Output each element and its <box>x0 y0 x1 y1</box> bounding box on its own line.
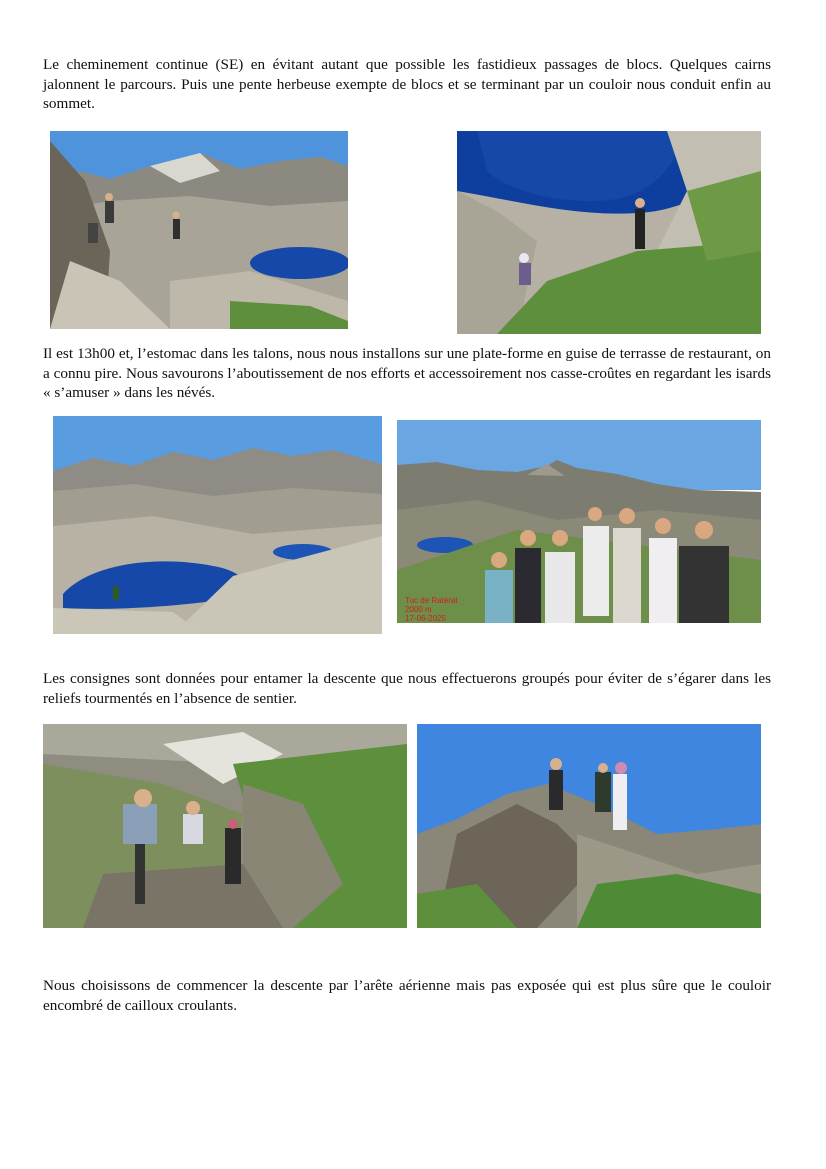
photo-lakes-panorama <box>53 416 382 634</box>
paragraph-ascent: Le cheminement continue (SE) en évitant autant que possible les fastidieux passages de blocs. Quelques cairns jalonnent le parcours. Puis une pente herbeuse exempte de blocs et se terminant par un couloir nous conduit enfin au sommet. <box>43 56 771 112</box>
photo-hikers-lake-view <box>50 131 348 329</box>
photo-descent-ridge <box>43 724 407 928</box>
paragraph-descent-instructions: Les consignes sont données pour entamer la descente que nous effectuerons groupés pour éviter de s’égarer dans les reliefs tourmentés en l’absence de sentier. <box>43 670 771 707</box>
paragraph-lunch: Il est 13h00 et, l’estomac dans les talons, nous nous installons sur une plate-forme en guise de terrasse de restaurant, on a connu pire. Nous savourons l’aboutissement de nos efforts et accessoirement nos casse-croûtes en regardant les isards « s’amuser » dans les névés. <box>43 345 771 401</box>
photo-ridge-crest-hikers <box>417 724 761 928</box>
photo-climbers-above-lake <box>457 131 761 334</box>
photo-date-stamp: Tuc de Ratérat 2000 m 17-06-2025 <box>405 596 458 623</box>
photo-group-summit <box>397 420 761 623</box>
paragraph-ridge-choice: Nous choisissons de commencer la descente par l’arête aérienne mais pas exposée qui est plus sûre que le couloir encombré de cailloux croulants. <box>43 977 771 1014</box>
